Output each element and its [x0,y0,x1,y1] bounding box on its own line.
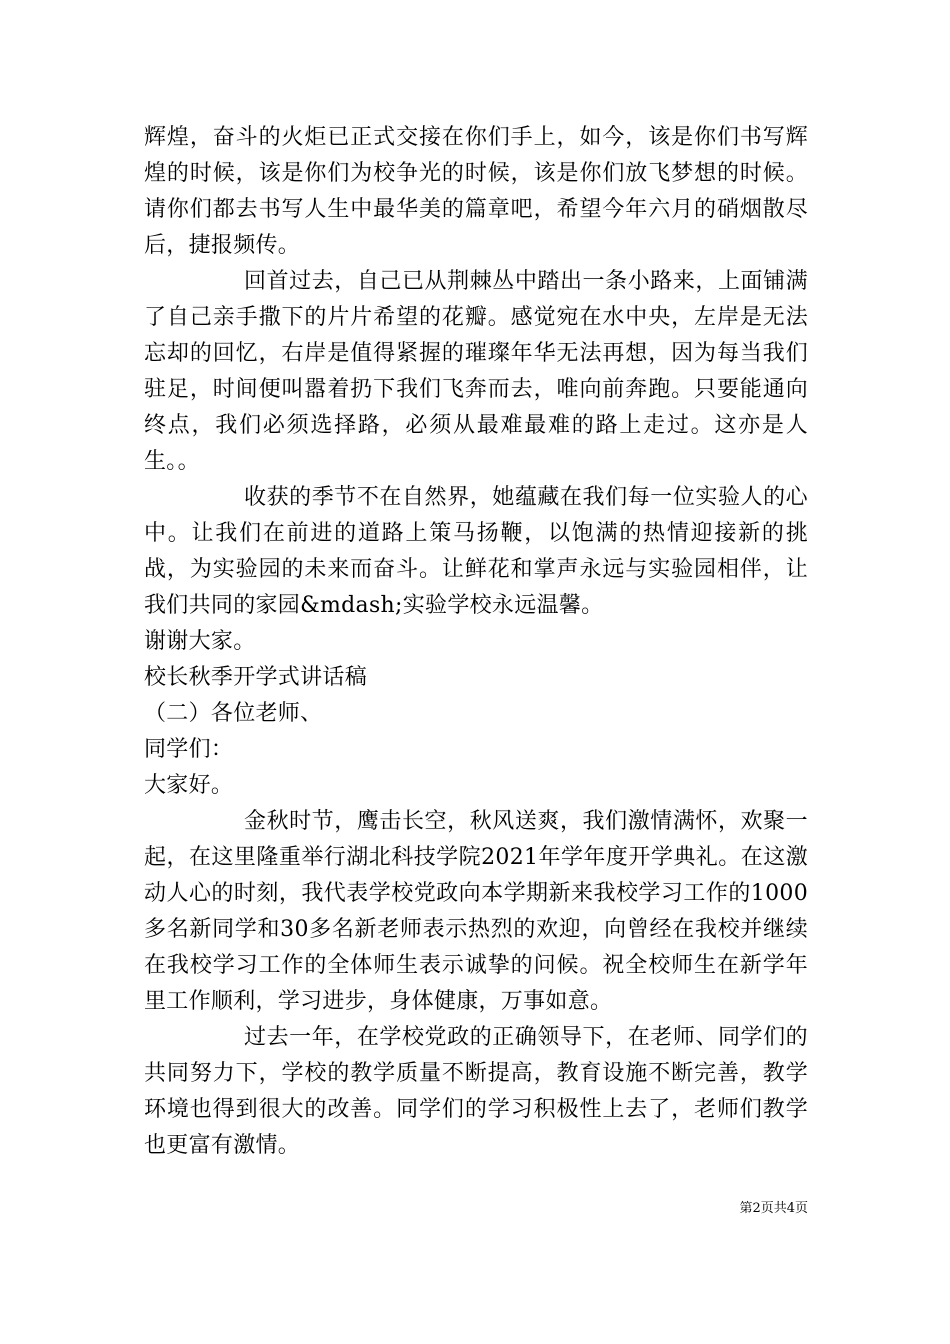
greeting: 大家好。 [144,773,234,798]
page-number-footer: 第2页共4页 [739,1201,808,1216]
paragraph-1: 辉煌，奋斗的火炬已正式交接在你们手上，如今，该是你们书写辉煌的时候，该是你们为校争光的时候，该是你们放飞梦想的时候。请你们都去书写人生中最华美的篇章吧，希望今年六月的硝烟散尽后，捷报频传。 [144,125,808,258]
paragraph-3: 收获的季节不在自然界，她蕴藏在我们每一位实验人的心中。让我们在前进的道路上策马扬鞭，以饱满的热情迎接新的挑战，为实验园的未来而奋斗。让鲜花和掌声永远与实验园相伴，让我们共同的家园&mdash;实验学校永远温馨。 [144,485,808,618]
section-title: 校长秋季开学式讲话稿 [144,665,368,690]
document-body [144,120,808,1164]
paragraph-past-year: 过去一年，在学校党政的正确领导下，在老师、同学们的共同努力下，学校的教学质量不断提高，教育设施不断完善，教学环境也得到很大的改善。同学们的学习积极性上去了，老师们教学也更富有激情。 [144,1025,808,1158]
salutation-students: 同学们： [144,737,234,762]
salutation-teachers: （二）各位老师、 [144,701,323,726]
paragraph-opening: 金秋时节，鹰击长空，秋风送爽，我们激情满怀，欢聚一起，在这里隆重举行湖北科技学院2021年学年度开学典礼。在这激动人心的时刻，我代表学校党政向本学期新来我校学习工作的1000多名新同学和30多名新老师表示热烈的欢迎，向曾经在我校并继续在我校学习工作的全体师生表示诚挚的问候。祝全校师生在新学年里工作顺利，学习进步，身体健康，万事如意。 [144,809,808,1014]
paragraph-2: 回首过去，自己已从荆棘丛中踏出一条小路来，上面铺满了自己亲手撒下的片片希望的花瓣。感觉宛在水中央，左岸是无法忘却的回忆，右岸是值得紧握的璀璨年华无法再想，因为每当我们驻足，时间便叫嚣着扔下我们飞奔而去，唯向前奔跑。只要能通向终点，我们必须选择路，必须从最难最难的路上走过。这亦是人生。。 [144,269,808,474]
paragraph-thanks: 谢谢大家。 [144,629,256,654]
